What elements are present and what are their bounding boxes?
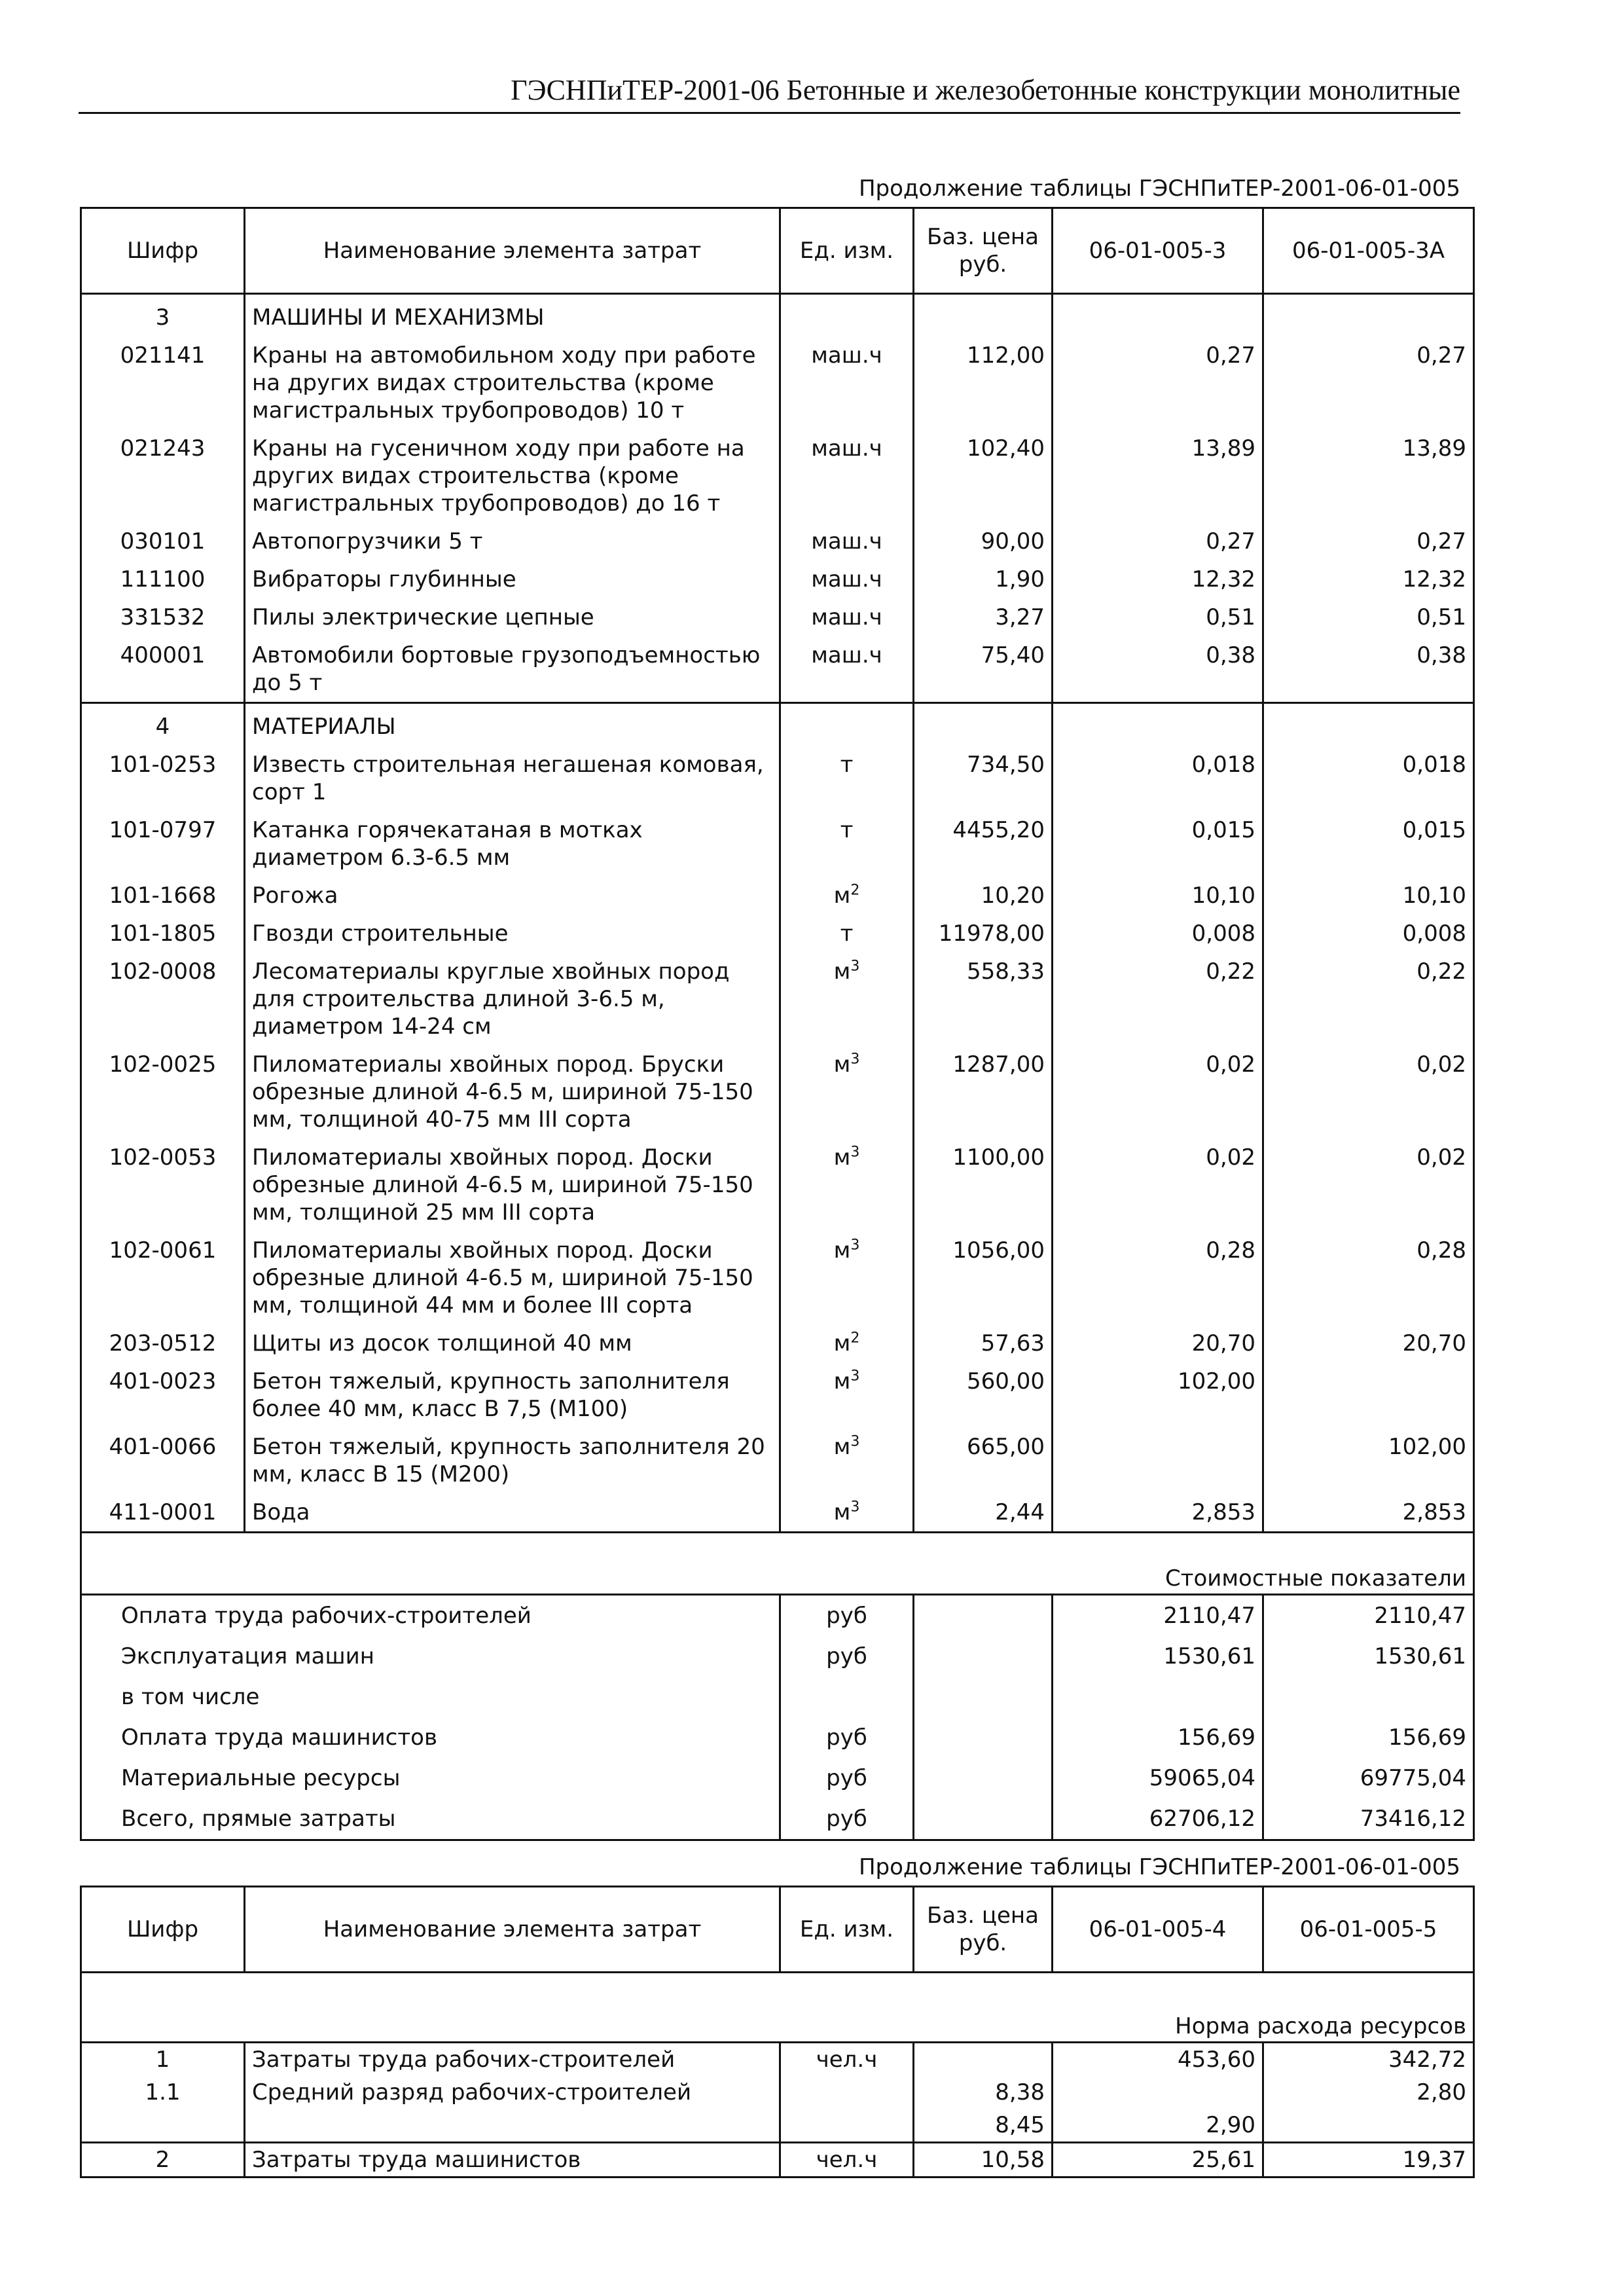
resource-code: 101-0253 (81, 746, 245, 811)
resource-name: Краны на гусеничном ходу при работе на других видах строительства (кроме магистральных трубопроводов) до 16 т (245, 429, 780, 522)
resource-name: Бетон тяжелый, крупность заполнителя 20 мм, класс В 15 (М200) (245, 1428, 780, 1493)
resource-unit (780, 746, 914, 811)
resource-unit: маш.ч (780, 522, 914, 560)
norm-value-b: 0,018 (1263, 746, 1474, 811)
table-row (81, 522, 1474, 560)
resource-unit (780, 1493, 914, 1533)
resource-name: Пиломатериалы хвойных пород. Доски обрезные длиной 4-6.5 м, шириной 75-150 мм, толщиной 25 мм III сорта (245, 1139, 780, 1231)
summary-title-row (81, 1533, 1474, 1595)
resource-unit (780, 1139, 914, 1231)
resource-unit: маш.ч (780, 337, 914, 429)
unit-exponent: 3 (850, 1237, 860, 1254)
base-price: 57,63 (914, 1324, 1053, 1362)
resource-unit: чел.ч (780, 2043, 914, 2077)
summary-price (914, 1636, 1053, 1677)
resource-name: Пиломатериалы хвойных пород. Бруски обрезные длиной 4-6.5 м, шириной 75-150 мм, толщиной 40-75 мм III сорта (245, 1046, 780, 1139)
table2-caption: Продолжение таблицы ГЭСНПиТЕР-2001-06-01-005 (858, 1854, 1460, 1880)
col-unit: Ед. изм. (780, 1887, 914, 1973)
base-price: 1,90 (914, 560, 1053, 598)
col-price: Баз. цена руб. (914, 1887, 1053, 1973)
section-code: 3 (81, 294, 245, 337)
summary-label: Эксплуатация машин (81, 1636, 780, 1677)
col-norm-b: 06-01-005-3А (1263, 208, 1474, 294)
table-row (81, 1139, 1474, 1231)
resource-name: Пилы электрические цепные (245, 598, 780, 636)
norm-value-b: 0,02 (1263, 1139, 1474, 1231)
unit-exponent: 3 (850, 1433, 860, 1450)
resource-code: 411-0001 (81, 1493, 245, 1533)
resource-code: 102-0025 (81, 1046, 245, 1139)
section-code: 4 (81, 703, 245, 746)
col-norm-b: 06-01-005-5 (1263, 1887, 1474, 1973)
resource-table-2 (80, 1886, 1475, 2178)
resource-unit: маш.ч (780, 636, 914, 703)
base-price: 10,20 (914, 877, 1053, 915)
resource-code: 101-1805 (81, 915, 245, 953)
norm-value-a: 0,38 (1053, 636, 1263, 703)
resource-unit (780, 953, 914, 1046)
table-row (81, 429, 1474, 522)
resource-unit: чел.ч (780, 2143, 914, 2178)
base-price: 2,44 (914, 1493, 1053, 1533)
resource-code: 2 (81, 2143, 245, 2178)
resource-table-1 (80, 207, 1475, 1841)
unit-base: м (833, 1144, 851, 1171)
resource-code: 101-0797 (81, 811, 245, 877)
resource-code: 102-0053 (81, 1139, 245, 1231)
table-row (81, 1046, 1474, 1139)
unit-base: т (840, 752, 854, 778)
resource-code: 111100 (81, 560, 245, 598)
resource-name (245, 2109, 780, 2143)
norm-value-b: 0,02 (1263, 1046, 1474, 1139)
summary-label: Материальные ресурсы (81, 1758, 780, 1798)
unit-exponent: 3 (850, 1051, 860, 1068)
norm-value-a: 0,02 (1053, 1139, 1263, 1231)
norm-value-a: 0,018 (1053, 746, 1263, 811)
table2-header-row (81, 1887, 1474, 1973)
norm-value-a: 0,015 (1053, 811, 1263, 877)
summary-unit (780, 1677, 914, 1717)
norm-title: Норма расхода ресурсов (81, 1973, 1474, 2043)
resource-code: 400001 (81, 636, 245, 703)
resource-name: Вибраторы глубинные (245, 560, 780, 598)
col-unit: Ед. изм. (780, 208, 914, 294)
unit-exponent: 3 (850, 1368, 860, 1385)
table-row (81, 560, 1474, 598)
summary-row (81, 1636, 1474, 1677)
norm-value-a: 0,27 (1053, 522, 1263, 560)
table-row (81, 2143, 1474, 2178)
resource-code: 1 (81, 2043, 245, 2077)
resource-code: 331532 (81, 598, 245, 636)
norm-value-b: 13,89 (1263, 429, 1474, 522)
table-row (81, 1324, 1474, 1362)
norm-value-a: 0,22 (1053, 953, 1263, 1046)
unit-base: м (833, 1051, 851, 1078)
summary-price (914, 1677, 1053, 1717)
section-row-machines (81, 294, 1474, 337)
norm-value-b: 0,28 (1263, 1231, 1474, 1324)
summary-value-a: 2110,47 (1053, 1595, 1263, 1637)
unit-base: м (833, 1434, 851, 1460)
col-norm-a: 06-01-005-4 (1053, 1887, 1263, 1973)
resource-name: Автомобили бортовые грузоподъемностью до 5 т (245, 636, 780, 703)
norm-value-b (1263, 2109, 1474, 2143)
unit-base: т (840, 817, 854, 843)
summary-value-a: 59065,04 (1053, 1758, 1263, 1798)
norm-value-a: 0,008 (1053, 915, 1263, 953)
resource-name: Автопогрузчики 5 т (245, 522, 780, 560)
norm-value-a: 0,51 (1053, 598, 1263, 636)
table-row (81, 915, 1474, 953)
resource-unit: маш.ч (780, 429, 914, 522)
norm-value-a (1053, 1428, 1263, 1493)
resource-unit: маш.ч (780, 598, 914, 636)
summary-value-a: 1530,61 (1053, 1636, 1263, 1677)
base-price: 665,00 (914, 1428, 1053, 1493)
resource-name: Гвозди строительные (245, 915, 780, 953)
summary-price (914, 1758, 1053, 1798)
norm-value-b: 12,32 (1263, 560, 1474, 598)
unit-base: м (833, 958, 851, 985)
summary-price (914, 1798, 1053, 1840)
summary-price (914, 1595, 1053, 1637)
resource-unit: маш.ч (780, 560, 914, 598)
table-row (81, 1428, 1474, 1493)
unit-exponent: 3 (850, 958, 860, 975)
resource-unit (780, 877, 914, 915)
summary-row (81, 1798, 1474, 1840)
unit-base: м (833, 883, 851, 909)
col-price: Баз. цена руб. (914, 208, 1053, 294)
base-price: 1100,00 (914, 1139, 1053, 1231)
base-price: 8,45 (914, 2109, 1053, 2143)
norm-value-b: 342,72 (1263, 2043, 1474, 2077)
norm-value-b: 0,015 (1263, 811, 1474, 877)
norm-value-a: 20,70 (1053, 1324, 1263, 1362)
summary-row (81, 1758, 1474, 1798)
unit-exponent: 2 (850, 882, 860, 899)
norm-value-a: 0,27 (1053, 337, 1263, 429)
base-price: 102,40 (914, 429, 1053, 522)
norm-title-row (81, 1973, 1474, 2043)
summary-unit: руб (780, 1798, 914, 1840)
summary-title: Стоимостные показатели (81, 1533, 1474, 1595)
summary-row (81, 1717, 1474, 1758)
norm-value-b: 102,00 (1263, 1428, 1474, 1493)
summary-row (81, 1677, 1474, 1717)
norm-value-b: 0,22 (1263, 953, 1474, 1046)
resource-unit (780, 1428, 914, 1493)
resource-name: Рогожа (245, 877, 780, 915)
table-row (81, 1231, 1474, 1324)
resource-name: Щиты из досок толщиной 40 мм (245, 1324, 780, 1362)
resource-code: 102-0008 (81, 953, 245, 1046)
summary-value-b: 1530,61 (1263, 1636, 1474, 1677)
base-price: 3,27 (914, 598, 1053, 636)
norm-value-a: 102,00 (1053, 1362, 1263, 1428)
base-price: 1056,00 (914, 1231, 1053, 1324)
table-row (81, 337, 1474, 429)
summary-label: в том числе (81, 1677, 780, 1717)
summary-price (914, 1717, 1053, 1758)
resource-code: 021141 (81, 337, 245, 429)
summary-label: Оплата труда рабочих-строителей (81, 1595, 780, 1637)
norm-value-a: 453,60 (1053, 2043, 1263, 2077)
resource-code (81, 2109, 245, 2143)
resource-code: 030101 (81, 522, 245, 560)
resource-name: Катанка горячекатаная в мотках диаметром 6.3-6.5 мм (245, 811, 780, 877)
resource-code: 102-0061 (81, 1231, 245, 1324)
resource-unit (780, 811, 914, 877)
norm-value-a: 2,90 (1053, 2109, 1263, 2143)
resource-name: Известь строительная негашеная комовая, сорт 1 (245, 746, 780, 811)
table1-caption: Продолжение таблицы ГЭСНПиТЕР-2001-06-01-005 (858, 175, 1460, 202)
col-name: Наименование элемента затрат (245, 208, 780, 294)
table-row (81, 2076, 1474, 2109)
summary-value-a: 62706,12 (1053, 1798, 1263, 1840)
summary-label: Всего, прямые затраты (81, 1798, 780, 1840)
unit-exponent: 3 (850, 1499, 860, 1516)
norm-value-b: 10,10 (1263, 877, 1474, 915)
table-row (81, 1362, 1474, 1428)
summary-unit: руб (780, 1717, 914, 1758)
page-header: ГЭСНПиТЕР-2001-06 Бетонные и железобетонные конструкции монолитные (79, 73, 1460, 114)
summary-unit: руб (780, 1758, 914, 1798)
col-code: Шифр (81, 208, 245, 294)
norm-value-b: 0,51 (1263, 598, 1474, 636)
base-price: 1287,00 (914, 1046, 1053, 1139)
table-row (81, 636, 1474, 703)
resource-unit (780, 1046, 914, 1139)
unit-exponent: 3 (850, 1144, 860, 1161)
norm-value-b: 19,37 (1263, 2143, 1474, 2178)
unit-base: т (840, 920, 854, 947)
norm-value-b: 0,27 (1263, 522, 1474, 560)
summary-unit: руб (780, 1595, 914, 1637)
resource-name: Пиломатериалы хвойных пород. Доски обрезные длиной 4-6.5 м, шириной 75-150 мм, толщиной 44 мм и более III сорта (245, 1231, 780, 1324)
norm-value-b: 2,80 (1263, 2076, 1474, 2109)
section-row-materials (81, 703, 1474, 746)
norm-value-a: 13,89 (1053, 429, 1263, 522)
resource-unit (780, 1362, 914, 1428)
norm-value-b: 20,70 (1263, 1324, 1474, 1362)
norm-value-b (1263, 1362, 1474, 1428)
summary-row (81, 1595, 1474, 1637)
summary-value-b: 69775,04 (1263, 1758, 1474, 1798)
base-price: 90,00 (914, 522, 1053, 560)
resource-code: 021243 (81, 429, 245, 522)
section-title: МАТЕРИАЛЫ (245, 703, 780, 746)
norm-value-b: 0,008 (1263, 915, 1474, 953)
norm-value-a: 25,61 (1053, 2143, 1263, 2178)
table-row (81, 877, 1474, 915)
resource-name: Затраты труда рабочих-строителей (245, 2043, 780, 2077)
resource-unit (780, 1324, 914, 1362)
resource-name: Лесоматериалы круглые хвойных пород для строительства длиной 3-6.5 м, диаметром 14-24 см (245, 953, 780, 1046)
base-price: 112,00 (914, 337, 1053, 429)
resource-code: 401-0023 (81, 1362, 245, 1428)
table-row (81, 811, 1474, 877)
resource-name: Затраты труда машинистов (245, 2143, 780, 2178)
unit-exponent: 2 (850, 1330, 860, 1347)
norm-value-b: 0,27 (1263, 337, 1474, 429)
summary-value-b (1263, 1677, 1474, 1717)
norm-value-a: 12,32 (1053, 560, 1263, 598)
norm-value-a (1053, 2076, 1263, 2109)
base-price: 4455,20 (914, 811, 1053, 877)
table-row (81, 2109, 1474, 2143)
resource-name: Бетон тяжелый, крупность заполнителя более 40 мм, класс В 7,5 (М100) (245, 1362, 780, 1428)
summary-unit: руб (780, 1636, 914, 1677)
base-price: 75,40 (914, 636, 1053, 703)
col-norm-a: 06-01-005-3 (1053, 208, 1263, 294)
base-price (914, 2043, 1053, 2077)
base-price: 11978,00 (914, 915, 1053, 953)
norm-value-b: 0,38 (1263, 636, 1474, 703)
summary-label: Оплата труда машинистов (81, 1717, 780, 1758)
resource-unit (780, 2109, 914, 2143)
resource-name: Вода (245, 1493, 780, 1533)
norm-value-a: 0,02 (1053, 1046, 1263, 1139)
table-row (81, 746, 1474, 811)
table-row (81, 2043, 1474, 2077)
col-name: Наименование элемента затрат (245, 1887, 780, 1973)
section-title: МАШИНЫ И МЕХАНИЗМЫ (245, 294, 780, 337)
table-row (81, 1493, 1474, 1533)
unit-base: м (833, 1330, 851, 1357)
col-code: Шифр (81, 1887, 245, 1973)
summary-value-b: 73416,12 (1263, 1798, 1474, 1840)
summary-value-a: 156,69 (1053, 1717, 1263, 1758)
base-price: 560,00 (914, 1362, 1053, 1428)
norm-value-a: 10,10 (1053, 877, 1263, 915)
summary-value-b: 2110,47 (1263, 1595, 1474, 1637)
table-row (81, 953, 1474, 1046)
resource-code: 401-0066 (81, 1428, 245, 1493)
table-row (81, 598, 1474, 636)
unit-base: м (833, 1368, 851, 1394)
resource-name: Средний разряд рабочих-строителей (245, 2076, 780, 2109)
resource-unit (780, 915, 914, 953)
norm-value-a: 2,853 (1053, 1493, 1263, 1533)
table1-header-row (81, 208, 1474, 294)
base-price: 10,58 (914, 2143, 1053, 2178)
resource-unit (780, 1231, 914, 1324)
norm-value-b: 2,853 (1263, 1493, 1474, 1533)
base-price: 558,33 (914, 953, 1053, 1046)
resource-name: Краны на автомобильном ходу при работе на других видах строительства (кроме магистральных трубопроводов) 10 т (245, 337, 780, 429)
base-price: 8,38 (914, 2076, 1053, 2109)
summary-value-b: 156,69 (1263, 1717, 1474, 1758)
resource-code: 1.1 (81, 2076, 245, 2109)
resource-unit (780, 2076, 914, 2109)
summary-value-a (1053, 1677, 1263, 1717)
resource-code: 203-0512 (81, 1324, 245, 1362)
base-price: 734,50 (914, 746, 1053, 811)
resource-code: 101-1668 (81, 877, 245, 915)
unit-base: м (833, 1499, 851, 1525)
unit-base: м (833, 1237, 851, 1264)
norm-value-a: 0,28 (1053, 1231, 1263, 1324)
